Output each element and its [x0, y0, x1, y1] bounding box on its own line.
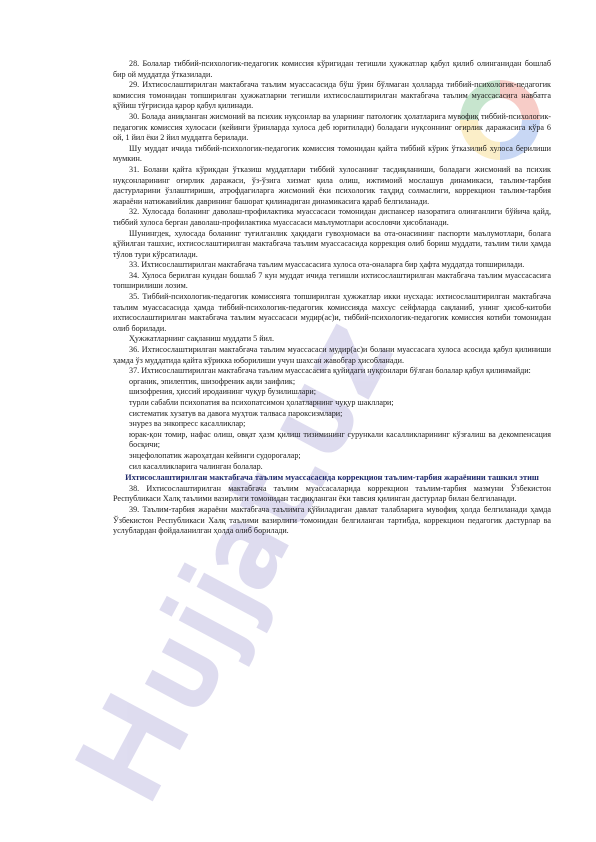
- list-item: юрак-қон томир, нафас олиш, овқат ҳазм қилиш тизимининг сурункали касалликларининг кўзғалиш ва декомпенсация босқичи;: [129, 429, 551, 450]
- paragraph-30-continued: Шу муддат ичида тиббий-психологик-педагогик комиссия томонидан қайта тиббий кўрик ўтказилиб хулоса берилиши мумкин.: [113, 143, 551, 164]
- paragraph-32-continued: Шунингдек, хулосада боланинг туғилганлик ҳақидаги гувоҳномаси ва ота-онасининг паспорти маълумотлари, болага қўйилган ташхис, ихтисослаштирилган мактабгача таълим муассасасида коррекция олиб бориш муддати, таълим тили ҳамда тўлов тури кўрсатилади.: [113, 228, 551, 259]
- paragraph-29: 29. Ихтисослаштирилган мактабгача таълим муассасасида бўш ўрин бўлмаган ҳолларда тиббий-психологик-педагогик комиссия томонидан топширилган ҳужжатларни тегишли ихтисослаштирилган мактабгача таълим муассасасига навбатга қўйиш тўғрисида қарор қабул қилинади.: [113, 80, 551, 111]
- paragraph-37: 37. Ихтисослаштирилган мактабгача таълим муассасасига қуйидаги нуқсонлари бўлган болалар қабул қилинмайди:: [129, 366, 531, 376]
- section-heading: Ихтисослаштирилган мактабгача таълим муассасасида коррекцион таълим-тарбия жараёнини ташкил этиш: [125, 473, 539, 483]
- paragraph-31: 31. Болани қайта кўрикдан ўтказиш муддатлари тиббий хулосанинг тасдиқланиши, боладаги жисмоний ва психик нуқсонларининг оғирлик даражаси, ўз-ўзига хизмат қила олиш, ижтимоий мослашув динамикаси, таълим-тарбия дастурларини ўзлаштириши, атрофдагиларга жисмоний ёки психологик таҳдид солмаслиги, коррекцион таълим-тарбия жараёни натижавийлик даврининг башорат қилинадиган динамикасига қараб белгиланади.: [113, 164, 551, 206]
- paragraph-30: 30. Болада аниқланган жисмоний ва психик нуқсонлар ва уларнинг патологик ҳолатларига мувофиқ тиббий-психологик-педагогик комиссия хулосаси (кейинги ўринларда хулоса деб юритилади) боладаги нуқсоннинг оғирлик даражасига кўра 6 ой, 1 йил ёки 2 йил муддатга берилади.: [113, 111, 551, 143]
- paragraph-39: 39. Таълим-тарбия жараёни мактабгача таълимга қўйиладиган давлат талабларига мувофиқ ҳолда белгиланади ҳамда Ўзбекистон Республикаси Халқ таълими вазирлиги томонидан белгиланган тартибда, коррекцион педагогик дастурлар ва услублардан фойдаланилган ҳолда олиб борилади.: [113, 504, 551, 536]
- paragraph-35: 35. Тиббий-психологик-педагогик комиссияга топширилган ҳужжатлар икки нусхада: ихтисослаштирилган мактабгача таълим муассасасида ҳамда тиббий-психологик-педагогик комиссияда махсус сейфларда сақланиб, унинг ҳисоб-китоби ихтисослаштирилган мактабгача таълим муассасаси мудир(ас)и, тиббий-психологик-педагогик комиссия котиби томонидан олиб борилади.: [113, 292, 551, 333]
- paragraph-28: 28. Болалар тиббий-психологик-педагогик комиссия кўригидан тегишли ҳужжатлар қабул қилиб олинганидан бошлаб бир ой муддатда ўтказилади.: [113, 59, 551, 79]
- paragraph-38: 38. Ихтисослаштирилган мактабгача таълим муассасаларида коррекцион таълим-тарбия мазмуни Ўзбекистон Республикаси Халқ таълими вазирлиги томонидан тасдиқланган ёки тавсия қилинган дастурлар билан белгиланади.: [113, 483, 551, 504]
- document-page: [113, 59, 551, 537]
- list-item: энурез ва энкопресс касалликлар;: [129, 419, 246, 429]
- list-item: турли сабабли психопатия ва психопатсимон ҳолатларнинг чуқур шакллари;: [129, 398, 394, 407]
- list-item: систематик хузатув ва давога муҳтож талваса пароксизмлари;: [129, 408, 343, 418]
- paragraph-36: 36. Ихтисослаштирилган мактабгача таълим муассасаси мудир(ас)и болани муассасага хулоса асосида қабул қилиниши ҳамда ўз муддатида қайта кўрикка юборилиши учун шахсан жавобгар ҳисобланади.: [113, 345, 551, 365]
- paragraph-32: 32. Хулосада боланинг даволаш-профилактика муассасаси томонидан диспансер назоратига олинганлиги бўйича қайд, тиббий хулоса берган даволаш-профилактика муассасаси маълумотлари асословчи ҳисобланади.: [113, 207, 551, 227]
- list-item: энцефолопатик жароҳатдан кейинги судорогалар;: [129, 450, 301, 460]
- list-item: шизофрения, ҳиссий иродаининг чуқур бузилишлари;: [129, 387, 317, 397]
- paragraph-34: 34. Хулоса берилган кундан бошлаб 7 кун муддат ичида тегишли ихтисослаштирилган мактабгача таълим муассасасига топширилиши лозим.: [113, 270, 551, 291]
- list-item: органик, эпилептик, шизофреник ақли заифлик;: [129, 376, 296, 386]
- paragraph-33: 33. Ихтисослаштирилган мактабгача таълим муассасасига хулоса ота-оналарга бир ҳафта муддатда топширилади.: [129, 260, 525, 270]
- list-item: сил касалликларига чалинган болалар.: [129, 461, 263, 471]
- paragraph-35-continued: Ҳужжатларнинг сақланиш муддати 5 йил.: [129, 334, 274, 344]
